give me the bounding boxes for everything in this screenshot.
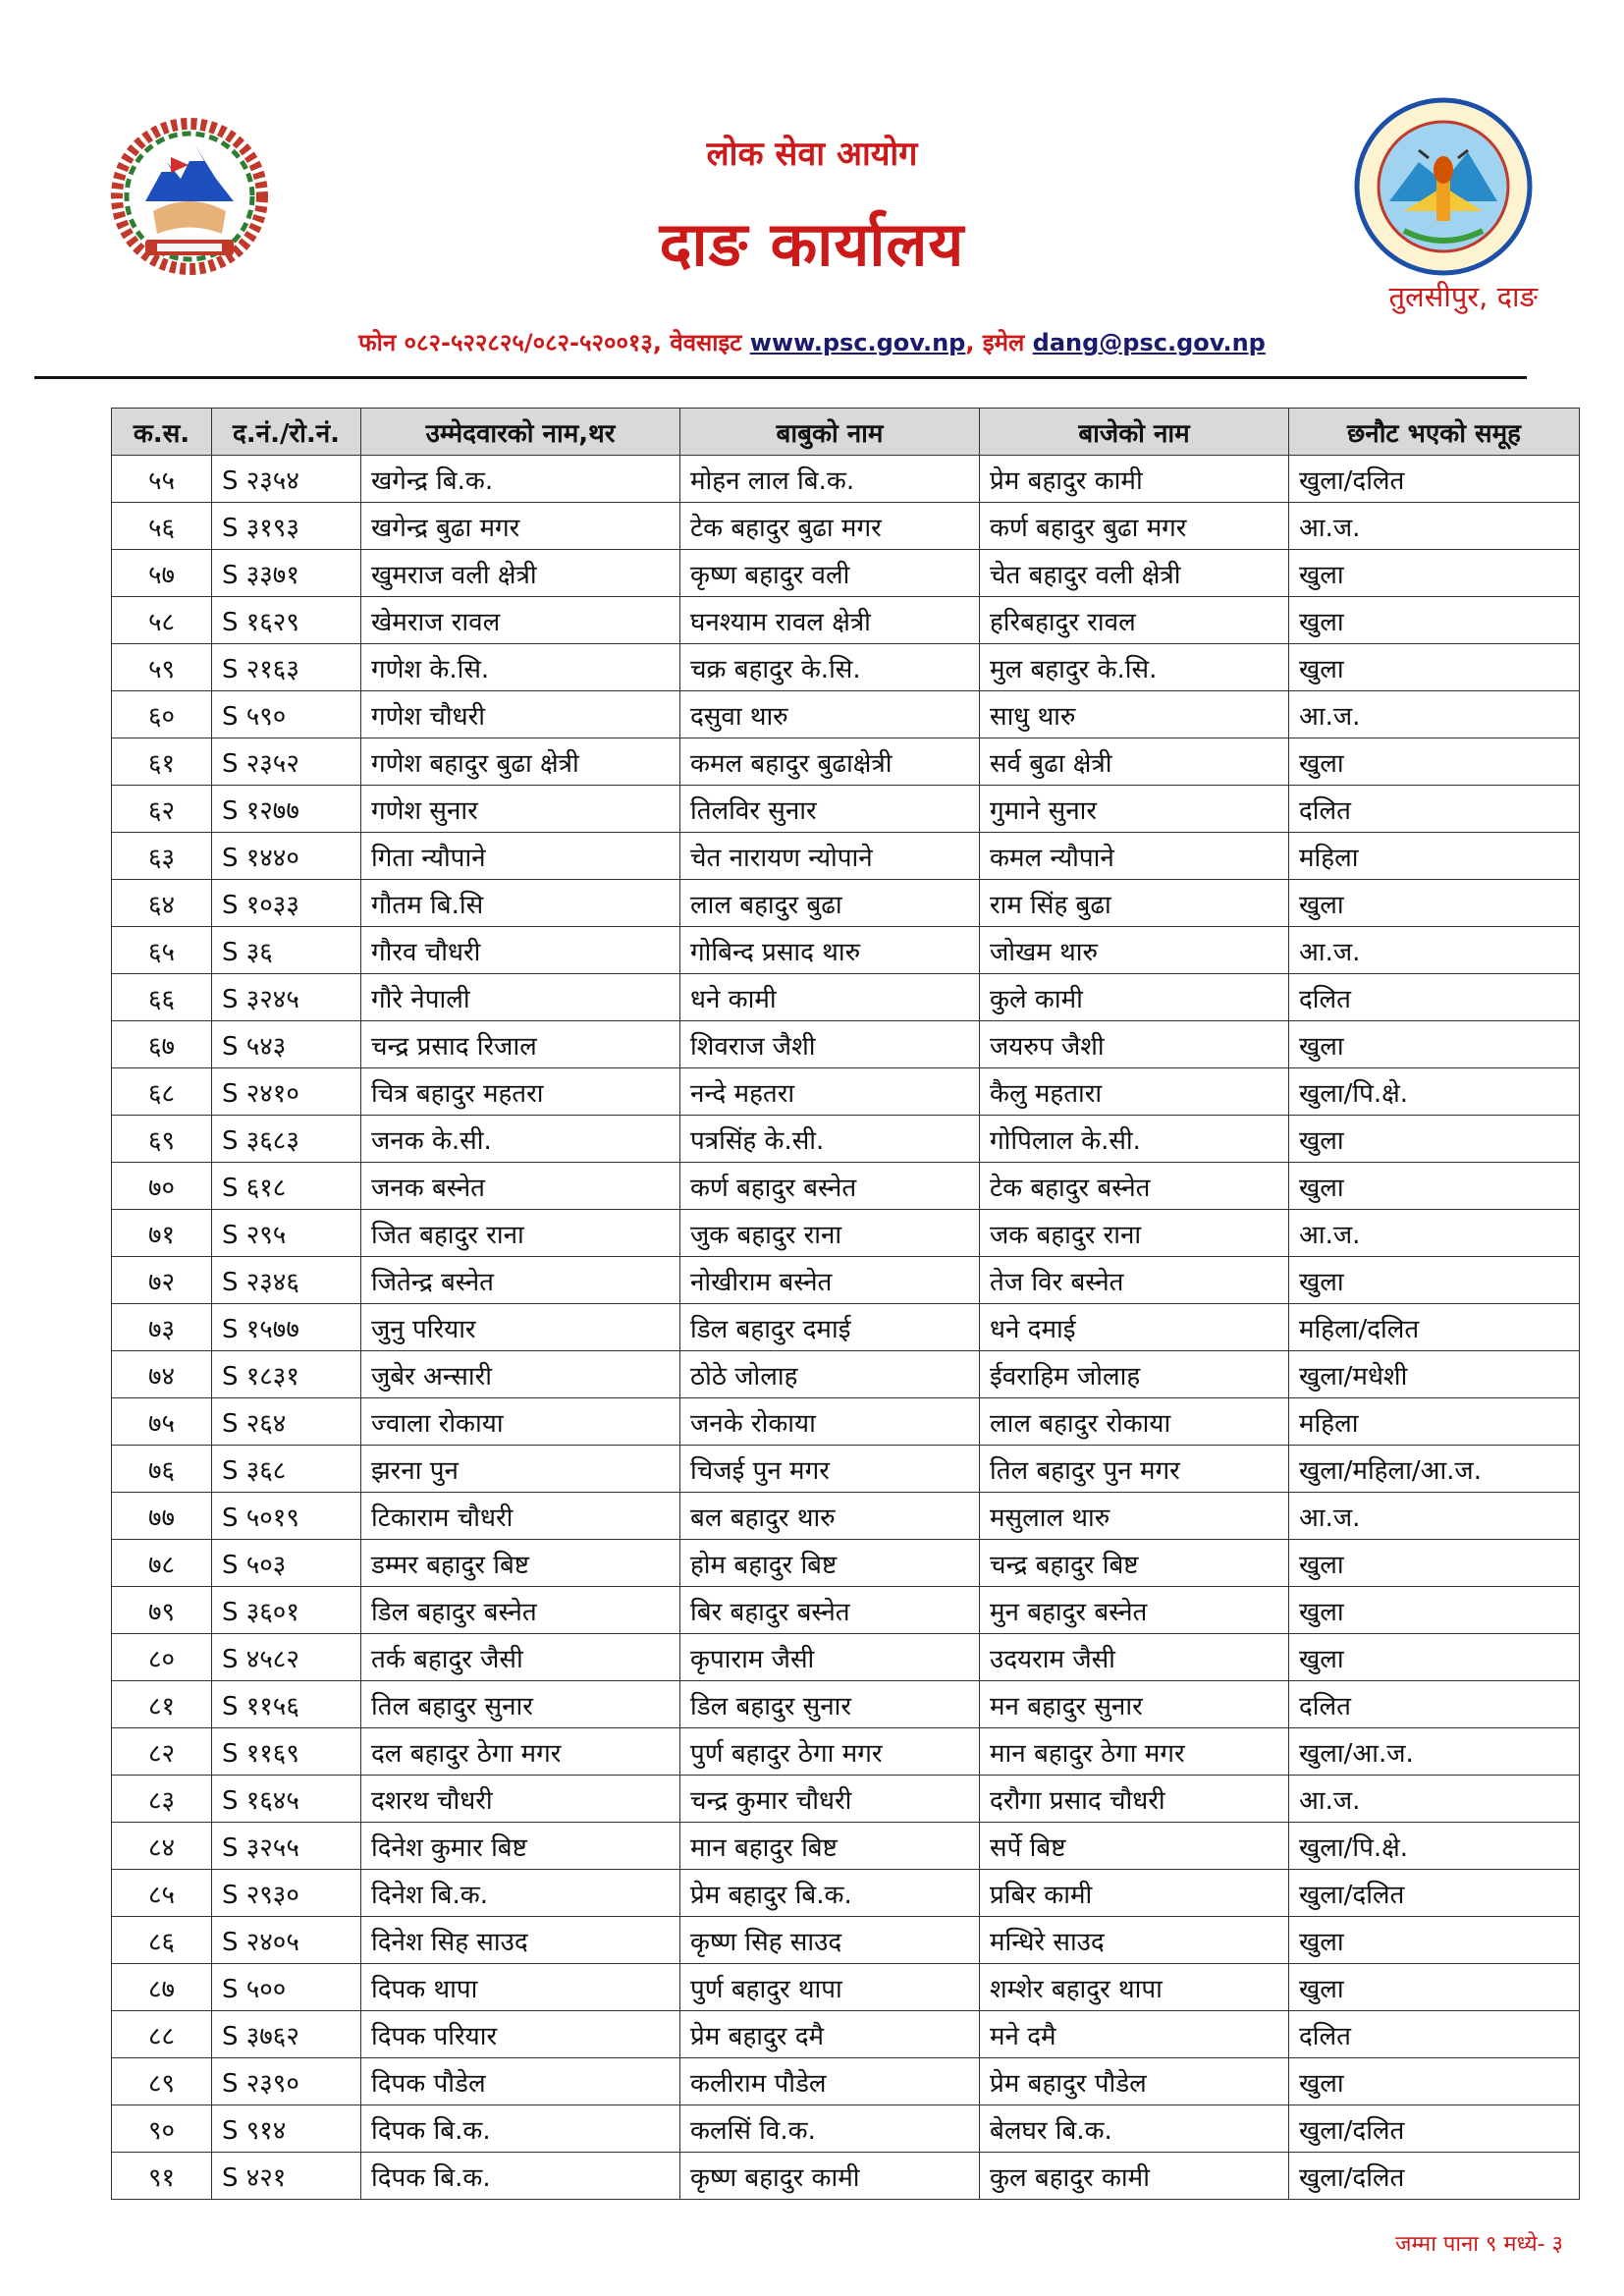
candidate-name-cell: जुबेर अन्सारी — [361, 1351, 680, 1398]
grandfather-name-cell: गुमाने सुनार — [980, 786, 1289, 833]
group-cell: खुला — [1289, 1587, 1580, 1634]
group-cell: आ.ज. — [1289, 1493, 1580, 1540]
org-name: लोक सेवा आयोग — [706, 135, 918, 174]
roll-cell: S ६१८ — [212, 1163, 361, 1210]
grandfather-name-cell: मान बहादुर ठेगा मगर — [980, 1728, 1289, 1776]
serial-cell: ६७ — [112, 1021, 212, 1068]
page-info: जम्मा पाना ९ मध्ये- ३ — [1395, 2232, 1563, 2257]
candidate-name-cell: दिपक बि.क. — [361, 2153, 680, 2200]
father-name-cell: शिवराज जैशी — [680, 1021, 980, 1068]
table-header-row — [112, 409, 1580, 456]
father-name-cell: तिलविर सुनार — [680, 786, 980, 833]
group-cell: दलित — [1289, 2011, 1580, 2058]
roll-cell: S ३२४५ — [212, 974, 361, 1021]
father-name-cell: पुर्ण बहादुर ठेगा मगर — [680, 1728, 980, 1776]
candidate-name-cell: दिपक परियार — [361, 2011, 680, 2058]
candidate-name-cell: जुनु परियार — [361, 1304, 680, 1351]
roll-cell: S ५०१९ — [212, 1493, 361, 1540]
father-name-cell: कलसिं वि.क. — [680, 2105, 980, 2153]
group-cell: खुला — [1289, 1634, 1580, 1681]
candidate-name-cell: दिपक थापा — [361, 1964, 680, 2011]
candidate-name-cell: गणेश चौधरी — [361, 691, 680, 738]
serial-cell: ६६ — [112, 974, 212, 1021]
candidate-name-cell: खेमराज रावल — [361, 597, 680, 644]
father-name-cell: कमल बहादुर बुढाक्षेत्री — [680, 738, 980, 786]
grandfather-name-cell: राम सिंह बुढा — [980, 880, 1289, 927]
grandfather-name-cell: कैलु महतारा — [980, 1068, 1289, 1116]
candidate-name-cell: दिपक बि.क. — [361, 2105, 680, 2153]
father-name-cell: बल बहादुर थारु — [680, 1493, 980, 1540]
grandfather-name-cell: मन बहादुर सुनार — [980, 1681, 1289, 1728]
serial-cell: ९१ — [112, 2153, 212, 2200]
roll-cell: S २३९० — [212, 2058, 361, 2105]
serial-cell: ९० — [112, 2105, 212, 2153]
serial-cell: ८१ — [112, 1681, 212, 1728]
group-cell: महिला — [1289, 833, 1580, 880]
table-row — [112, 503, 1580, 550]
serial-cell: ८६ — [112, 1917, 212, 1964]
table-row — [112, 597, 1580, 644]
table-row — [112, 2011, 1580, 2058]
candidate-name-cell: जितेन्द्र बस्नेत — [361, 1257, 680, 1304]
serial-cell: ५५ — [112, 456, 212, 503]
grandfather-name-cell: कर्ण बहादुर बुढा मगर — [980, 503, 1289, 550]
roll-cell: S ३७६२ — [212, 2011, 361, 2058]
father-name-cell: टेक बहादुर बुढा मगर — [680, 503, 980, 550]
table-row — [112, 1257, 1580, 1304]
roll-cell: S ४५८२ — [212, 1634, 361, 1681]
serial-cell: ७८ — [112, 1540, 212, 1587]
serial-cell: ६४ — [112, 880, 212, 927]
group-cell: खुला/मधेशी — [1289, 1351, 1580, 1398]
email-link[interactable]: dang@psc.gov.np — [1032, 329, 1266, 356]
candidate-name-cell: तिल बहादुर सुनार — [361, 1681, 680, 1728]
table-row — [112, 1681, 1580, 1728]
grandfather-name-cell: चेत बहादुर वली क्षेत्री — [980, 550, 1289, 597]
grandfather-name-cell: प्रेम बहादुर पौडेल — [980, 2058, 1289, 2105]
table-row — [112, 1728, 1580, 1776]
father-name-cell: पत्रसिंह के.सी. — [680, 1116, 980, 1163]
group-cell: खुला/दलित — [1289, 2105, 1580, 2153]
serial-cell: ६० — [112, 691, 212, 738]
father-name-cell: डिल बहादुर दमाई — [680, 1304, 980, 1351]
candidate-name-cell: खगेन्द्र बुढा मगर — [361, 503, 680, 550]
group-cell: खुला — [1289, 2058, 1580, 2105]
psc-logo-icon — [1350, 93, 1537, 280]
grandfather-name-cell: जक बहादुर राना — [980, 1210, 1289, 1257]
table-row — [112, 2105, 1580, 2153]
father-name-cell: डिल बहादुर सुनार — [680, 1681, 980, 1728]
grandfather-name-cell: मने दमै — [980, 2011, 1289, 2058]
father-name-cell: प्रेम बहादुर दमै — [680, 2011, 980, 2058]
group-cell: महिला/दलित — [1289, 1304, 1580, 1351]
serial-cell: ८७ — [112, 1964, 212, 2011]
location: तुलसीपुर, दाङ — [1388, 280, 1538, 313]
table-row — [112, 786, 1580, 833]
serial-cell: ८९ — [112, 2058, 212, 2105]
serial-cell: ६३ — [112, 833, 212, 880]
group-cell: खुला — [1289, 597, 1580, 644]
office-name: दाङ कार्यालय — [659, 208, 965, 280]
serial-cell: ८२ — [112, 1728, 212, 1776]
group-cell: खुला — [1289, 644, 1580, 691]
candidate-name-cell: जित बहादुर राना — [361, 1210, 680, 1257]
group-cell: खुला — [1289, 1021, 1580, 1068]
roll-cell: S २१६३ — [212, 644, 361, 691]
grandfather-name-cell: प्रेम बहादुर कामी — [980, 456, 1289, 503]
grandfather-name-cell: तेज विर बस्नेत — [980, 1257, 1289, 1304]
candidate-name-cell: दिनेश कुमार बिष्ट — [361, 1823, 680, 1870]
group-cell: खुला — [1289, 880, 1580, 927]
col-header-grandfather: बाजेको नाम — [980, 409, 1289, 456]
serial-cell: ७५ — [112, 1398, 212, 1446]
father-name-cell: कृष्ण बहादुर कामी — [680, 2153, 980, 2200]
serial-cell: ८० — [112, 1634, 212, 1681]
table-row — [112, 1163, 1580, 1210]
group-cell: खुला — [1289, 1540, 1580, 1587]
group-cell: खुला/दलित — [1289, 1870, 1580, 1917]
table-row — [112, 1446, 1580, 1493]
candidate-name-cell: दशरथ चौधरी — [361, 1776, 680, 1823]
group-cell: आ.ज. — [1289, 503, 1580, 550]
father-name-cell: बिर बहादुर बस्नेत — [680, 1587, 980, 1634]
group-cell: खुला — [1289, 550, 1580, 597]
email-label: इमेल — [982, 329, 1025, 356]
grandfather-name-cell: जोखम थारु — [980, 927, 1289, 974]
group-cell: आ.ज. — [1289, 691, 1580, 738]
table-row — [112, 927, 1580, 974]
table-row — [112, 1540, 1580, 1587]
group-cell: खुला/आ.ज. — [1289, 1728, 1580, 1776]
table-row — [112, 1823, 1580, 1870]
table-row — [112, 2058, 1580, 2105]
father-name-cell: होम बहादुर बिष्ट — [680, 1540, 980, 1587]
group-cell: दलित — [1289, 786, 1580, 833]
group-cell: खुला/महिला/आ.ज. — [1289, 1446, 1580, 1493]
table-row — [112, 1021, 1580, 1068]
father-name-cell: दसुवा थारु — [680, 691, 980, 738]
candidate-name-cell: गौरव चौधरी — [361, 927, 680, 974]
father-name-cell: मोहन लाल बि.क. — [680, 456, 980, 503]
father-name-cell: पुर्ण बहादुर थापा — [680, 1964, 980, 2011]
roll-cell: S १६४५ — [212, 1776, 361, 1823]
table-row — [112, 1634, 1580, 1681]
website-link[interactable]: www.psc.gov.np — [749, 329, 966, 356]
father-name-cell: कृष्ण बहादुर वली — [680, 550, 980, 597]
serial-cell: ६१ — [112, 738, 212, 786]
candidate-name-cell: जनक के.सी. — [361, 1116, 680, 1163]
serial-cell: ६९ — [112, 1116, 212, 1163]
roll-cell: S ३६८ — [212, 1446, 361, 1493]
group-cell: खुला/पि.क्षे. — [1289, 1068, 1580, 1116]
group-cell: खुला — [1289, 1163, 1580, 1210]
roll-cell: S १२७७ — [212, 786, 361, 833]
serial-cell: ७२ — [112, 1257, 212, 1304]
roll-cell: S २४१० — [212, 1068, 361, 1116]
grandfather-name-cell: गोपिलाल के.सी. — [980, 1116, 1289, 1163]
roll-cell: S ११६९ — [212, 1728, 361, 1776]
roll-cell: S ३६ — [212, 927, 361, 974]
roll-cell: S २३५२ — [212, 738, 361, 786]
father-name-cell: चक्र बहादुर के.सि. — [680, 644, 980, 691]
table-row — [112, 644, 1580, 691]
table-row — [112, 1870, 1580, 1917]
group-cell: खुला — [1289, 738, 1580, 786]
roll-cell: S १५७७ — [212, 1304, 361, 1351]
table-row — [112, 1917, 1580, 1964]
grandfather-name-cell: साधु थारु — [980, 691, 1289, 738]
serial-cell: ८८ — [112, 2011, 212, 2058]
candidate-name-cell: गणेश सुनार — [361, 786, 680, 833]
serial-cell: ८४ — [112, 1823, 212, 1870]
roll-cell: S २९३० — [212, 1870, 361, 1917]
table-row — [112, 1116, 1580, 1163]
serial-cell: ८३ — [112, 1776, 212, 1823]
roll-cell: S ५०० — [212, 1964, 361, 2011]
serial-cell: ६८ — [112, 1068, 212, 1116]
father-name-cell: जुक बहादुर राना — [680, 1210, 980, 1257]
father-name-cell: ठोठे जोलाह — [680, 1351, 980, 1398]
father-name-cell: घनश्याम रावल क्षेत्री — [680, 597, 980, 644]
roll-cell: S १६२९ — [212, 597, 361, 644]
col-header-serial: क.स. — [112, 409, 212, 456]
serial-cell: ६२ — [112, 786, 212, 833]
table-row — [112, 1398, 1580, 1446]
serial-cell: ७६ — [112, 1446, 212, 1493]
candidate-name-cell: झरना पुन — [361, 1446, 680, 1493]
roll-cell: S ११५६ — [212, 1681, 361, 1728]
roll-cell: S ३१९३ — [212, 503, 361, 550]
table-row — [112, 2153, 1580, 2200]
grandfather-name-cell: कुले कामी — [980, 974, 1289, 1021]
candidate-name-cell: दिनेश बि.क. — [361, 1870, 680, 1917]
candidate-name-cell: दल बहादुर ठेगा मगर — [361, 1728, 680, 1776]
grandfather-name-cell: कुल बहादुर कामी — [980, 2153, 1289, 2200]
table-row — [112, 1210, 1580, 1257]
table-row — [112, 1304, 1580, 1351]
father-name-cell: कृपाराम जैसी — [680, 1634, 980, 1681]
grandfather-name-cell: दरौगा प्रसाद चौधरी — [980, 1776, 1289, 1823]
table-row — [112, 833, 1580, 880]
roll-cell: S ३२५५ — [212, 1823, 361, 1870]
grandfather-name-cell: सर्पे बिष्ट — [980, 1823, 1289, 1870]
father-name-cell: मान बहादुर बिष्ट — [680, 1823, 980, 1870]
table-row — [112, 691, 1580, 738]
group-cell: खुला — [1289, 1917, 1580, 1964]
serial-cell: ७३ — [112, 1304, 212, 1351]
table-row — [112, 1964, 1580, 2011]
grandfather-name-cell: तिल बहादुर पुन मगर — [980, 1446, 1289, 1493]
father-name-cell: लाल बहादुर बुढा — [680, 880, 980, 927]
roll-cell: S १०३३ — [212, 880, 361, 927]
phone-text: फोन ०८२-५२२८२५/०८२-५२००१३, वेवसाइट — [358, 329, 742, 356]
grandfather-name-cell: सर्व बुढा क्षेत्री — [980, 738, 1289, 786]
candidate-name-cell: जनक बस्नेत — [361, 1163, 680, 1210]
grandfather-name-cell: मुल बहादुर के.सि. — [980, 644, 1289, 691]
candidate-name-cell: गिता न्यौपाने — [361, 833, 680, 880]
grandfather-name-cell: जयरुप जैशी — [980, 1021, 1289, 1068]
serial-cell: ५९ — [112, 644, 212, 691]
table-row — [112, 880, 1580, 927]
candidate-name-cell: गौरे नेपाली — [361, 974, 680, 1021]
grandfather-name-cell: मसुलाल थारु — [980, 1493, 1289, 1540]
roll-cell: S ५०३ — [212, 1540, 361, 1587]
candidate-name-cell: डिल बहादुर बस्नेत — [361, 1587, 680, 1634]
grandfather-name-cell: मन्धिरे साउद — [980, 1917, 1289, 1964]
grandfather-name-cell: बेलघर बि.क. — [980, 2105, 1289, 2153]
candidate-name-cell: दिपक पौडेल — [361, 2058, 680, 2105]
father-name-cell: कृष्ण सिह साउद — [680, 1917, 980, 1964]
father-name-cell: नोखीराम बस्नेत — [680, 1257, 980, 1304]
group-cell: आ.ज. — [1289, 1776, 1580, 1823]
serial-cell: ७४ — [112, 1351, 212, 1398]
col-header-father: बाबुको नाम — [680, 409, 980, 456]
col-header-roll: द.नं./रो.नं. — [212, 409, 361, 456]
group-cell: खुला — [1289, 1116, 1580, 1163]
roll-cell: S ३३७१ — [212, 550, 361, 597]
group-cell: आ.ज. — [1289, 927, 1580, 974]
grandfather-name-cell: प्रबिर कामी — [980, 1870, 1289, 1917]
group-cell: खुला/दलित — [1289, 456, 1580, 503]
roll-cell: S २३५४ — [212, 456, 361, 503]
candidate-name-cell: डम्मर बहादुर बिष्ट — [361, 1540, 680, 1587]
group-cell: दलित — [1289, 974, 1580, 1021]
roll-cell: S ३६८३ — [212, 1116, 361, 1163]
table-row — [112, 738, 1580, 786]
contact-line: फोन ०८२-५२२८२५/०८२-५२००१३, वेवसाइट www.psc.gov.np, इमेल dang@psc.gov.np — [358, 329, 1266, 356]
roll-cell: S २४०५ — [212, 1917, 361, 1964]
col-header-group: छनौट भएको समूह — [1289, 409, 1580, 456]
father-name-cell: कर्ण बहादुर बस्नेत — [680, 1163, 980, 1210]
table-row — [112, 1587, 1580, 1634]
candidate-name-cell: गौतम बि.सि — [361, 880, 680, 927]
serial-cell: ७० — [112, 1163, 212, 1210]
father-name-cell: कलीराम पौडेल — [680, 2058, 980, 2105]
candidate-name-cell: तर्क बहादुर जैसी — [361, 1634, 680, 1681]
group-cell: खुला — [1289, 1964, 1580, 2011]
candidate-name-cell: दिनेश सिह साउद — [361, 1917, 680, 1964]
grandfather-name-cell: टेक बहादुर बस्नेत — [980, 1163, 1289, 1210]
grandfather-name-cell: मुन बहादुर बस्नेत — [980, 1587, 1289, 1634]
roll-cell: S १४४० — [212, 833, 361, 880]
candidate-name-cell: टिकाराम चौधरी — [361, 1493, 680, 1540]
group-cell: खुला — [1289, 1257, 1580, 1304]
father-name-cell: चिजई पुन मगर — [680, 1446, 980, 1493]
candidate-name-cell: चित्र बहादुर महतरा — [361, 1068, 680, 1116]
group-cell: दलित — [1289, 1681, 1580, 1728]
roll-cell: S ५९० — [212, 691, 361, 738]
father-name-cell: नन्दे महतरा — [680, 1068, 980, 1116]
roll-cell: S ४२१ — [212, 2153, 361, 2200]
grandfather-name-cell: धने दमाई — [980, 1304, 1289, 1351]
header-divider — [34, 376, 1527, 379]
col-header-candidate: उम्मेदवारको नाम,थर — [361, 409, 680, 456]
serial-cell: ७९ — [112, 1587, 212, 1634]
father-name-cell: जनके रोकाया — [680, 1398, 980, 1446]
candidate-name-cell: ज्वाला रोकाया — [361, 1398, 680, 1446]
grandfather-name-cell: लाल बहादुर रोकाया — [980, 1398, 1289, 1446]
serial-cell: ६५ — [112, 927, 212, 974]
roll-cell: S ५४३ — [212, 1021, 361, 1068]
roll-cell: S २३४६ — [212, 1257, 361, 1304]
serial-cell: ५८ — [112, 597, 212, 644]
table-row — [112, 1493, 1580, 1540]
candidate-name-cell: गणेश के.सि. — [361, 644, 680, 691]
father-name-cell: चन्द्र कुमार चौधरी — [680, 1776, 980, 1823]
group-cell: खुला/पि.क्षे. — [1289, 1823, 1580, 1870]
roll-cell: S १८३१ — [212, 1351, 361, 1398]
grandfather-name-cell: हरिबहादुर रावल — [980, 597, 1289, 644]
serial-cell: ५७ — [112, 550, 212, 597]
roll-cell: S २६४ — [212, 1398, 361, 1446]
roll-cell: S २९५ — [212, 1210, 361, 1257]
grandfather-name-cell: कमल न्यौपाने — [980, 833, 1289, 880]
group-cell: महिला — [1289, 1398, 1580, 1446]
grandfather-name-cell: उदयराम जैसी — [980, 1634, 1289, 1681]
group-cell: आ.ज. — [1289, 1210, 1580, 1257]
father-name-cell: धने कामी — [680, 974, 980, 1021]
candidate-name-cell: चन्द्र प्रसाद रिजाल — [361, 1021, 680, 1068]
roll-cell: S ९१४ — [212, 2105, 361, 2153]
father-name-cell: चेत नारायण न्योपाने — [680, 833, 980, 880]
table-row — [112, 456, 1580, 503]
candidate-name-cell: खुमराज वली क्षेत्री — [361, 550, 680, 597]
table-row — [112, 1351, 1580, 1398]
group-cell: खुला/दलित — [1289, 2153, 1580, 2200]
father-name-cell: गोबिन्द प्रसाद थारु — [680, 927, 980, 974]
serial-cell: ८५ — [112, 1870, 212, 1917]
table-row — [112, 550, 1580, 597]
results-table — [111, 408, 1580, 2200]
table-row — [112, 974, 1580, 1021]
roll-cell: S ३६०१ — [212, 1587, 361, 1634]
table-row — [112, 1068, 1580, 1116]
candidate-name-cell: गणेश बहादुर बुढा क्षेत्री — [361, 738, 680, 786]
candidate-name-cell: खगेन्द्र बि.क. — [361, 456, 680, 503]
table-row — [112, 1776, 1580, 1823]
serial-cell: ७७ — [112, 1493, 212, 1540]
serial-cell: ७१ — [112, 1210, 212, 1257]
grandfather-name-cell: चन्द्र बहादुर बिष्ट — [980, 1540, 1289, 1587]
grandfather-name-cell: शम्शेर बहादुर थापा — [980, 1964, 1289, 2011]
father-name-cell: प्रेम बहादुर बि.क. — [680, 1870, 980, 1917]
serial-cell: ५६ — [112, 503, 212, 550]
grandfather-name-cell: ईवराहिम जोलाह — [980, 1351, 1289, 1398]
